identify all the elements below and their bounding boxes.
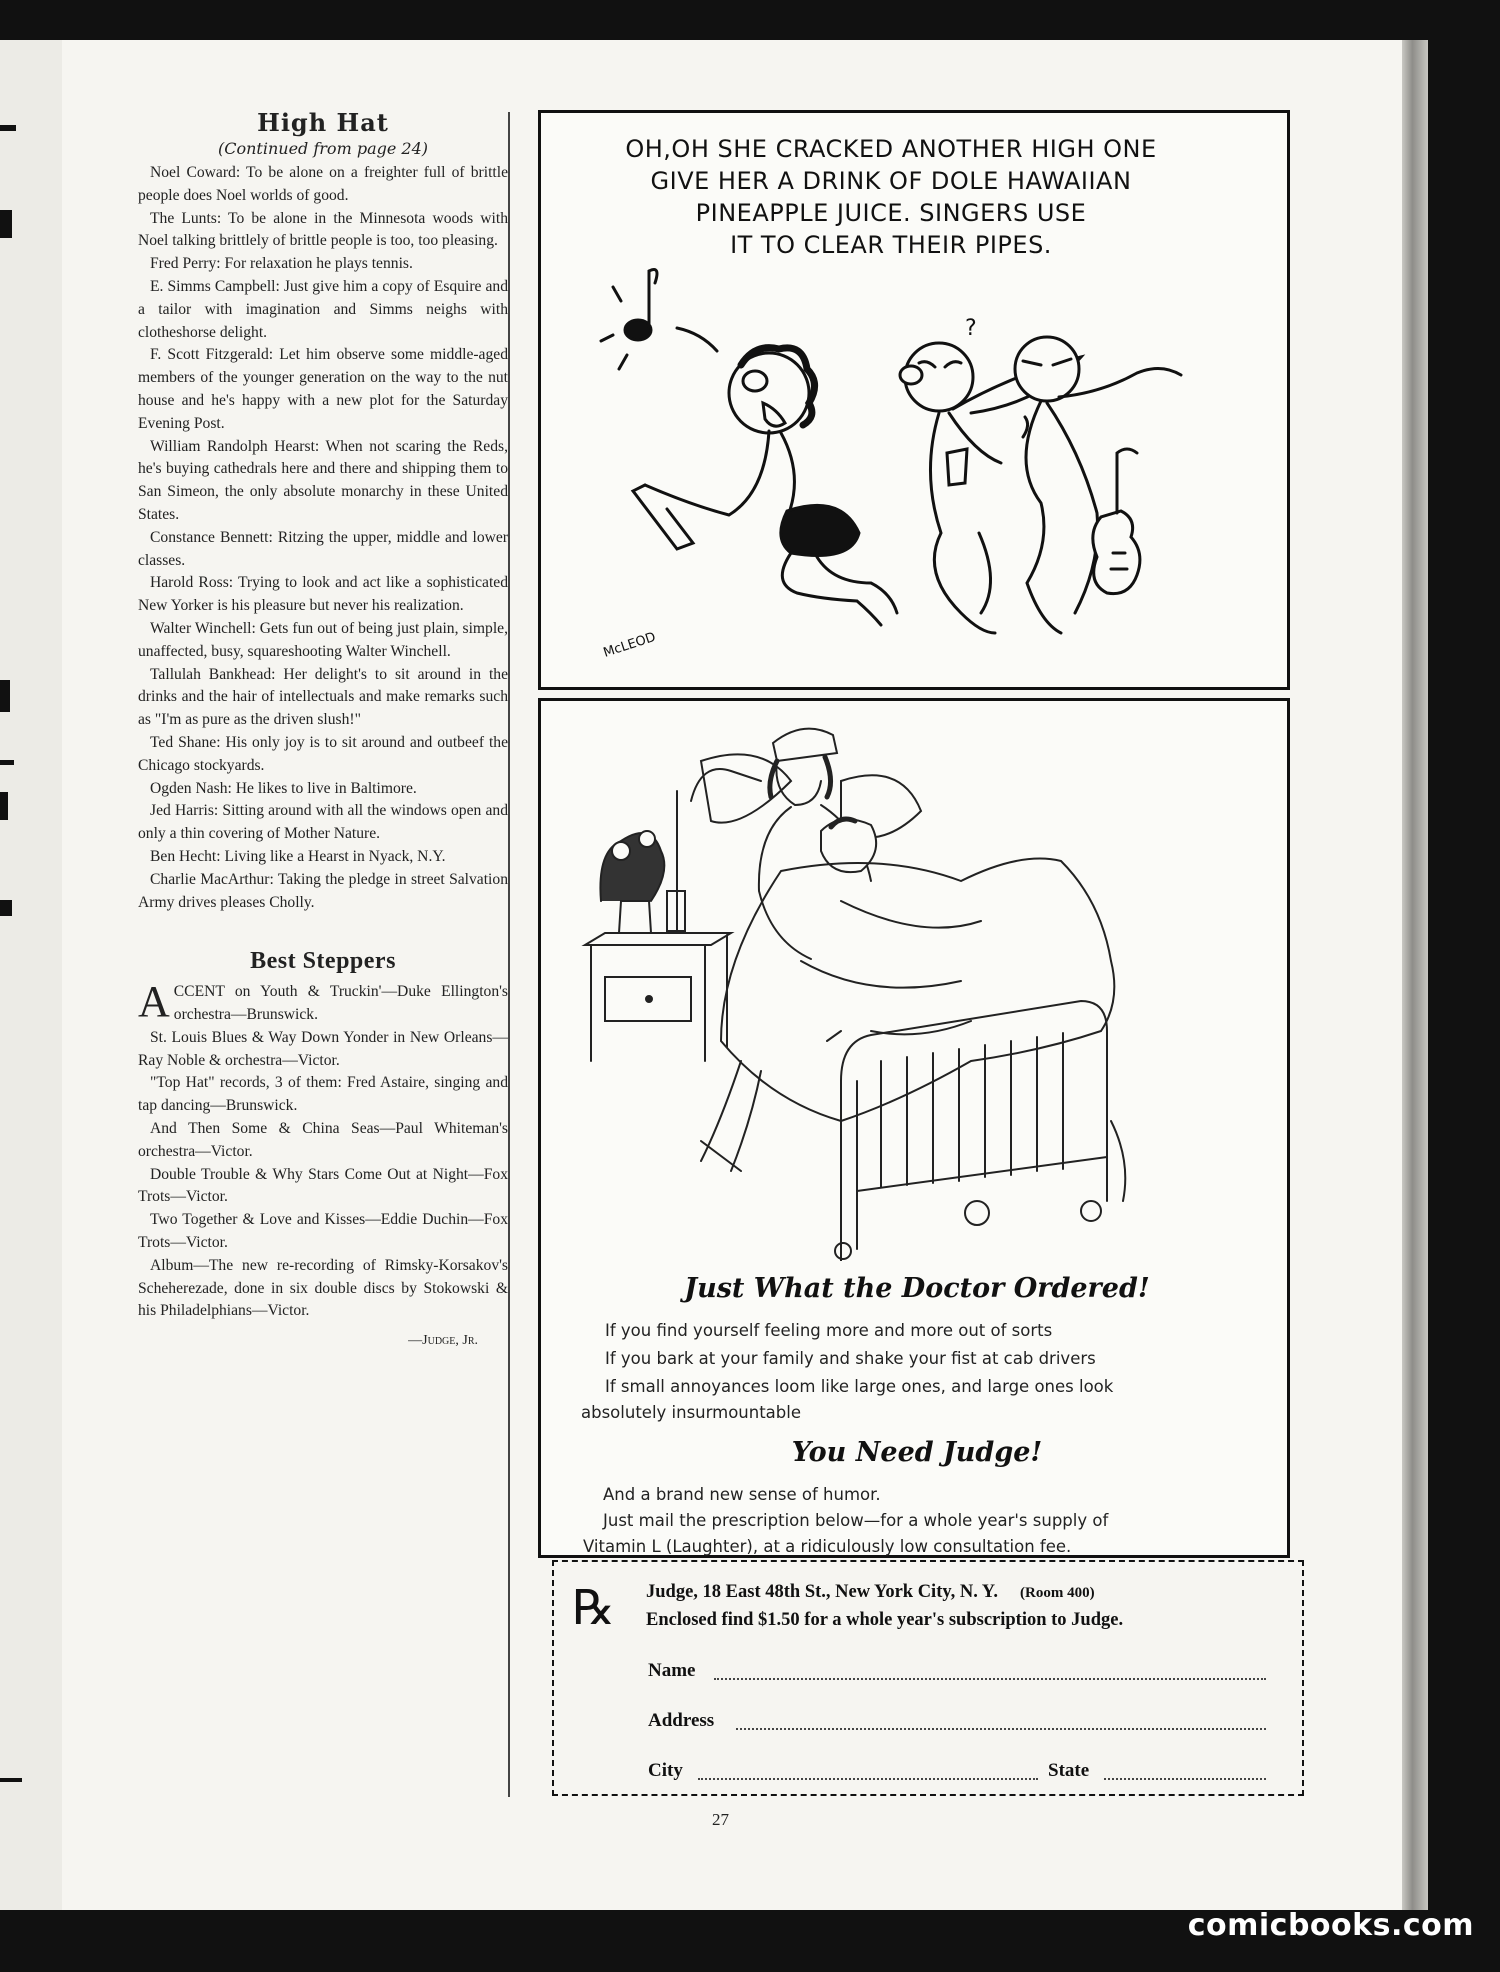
previous-page-edge xyxy=(0,40,62,1910)
continued-note: (Continued from page 24) xyxy=(217,139,428,158)
room-number: (Room 400) xyxy=(1020,1585,1095,1601)
watermark: comicbooks.com xyxy=(1187,1908,1474,1943)
article-paragraph: Ben Hecht: Living like a Hearst in Nyack, N.Y. xyxy=(150,847,446,865)
nurse-patient-illustration xyxy=(541,701,1287,1261)
article-paragraph: Ted Shane: His only joy is to sit around and outbeef the Chicago stockyards. xyxy=(138,733,508,774)
page-edge xyxy=(1402,40,1428,1910)
coupon-enclosed-line: Enclosed find $1.50 for a whole year's subscription to Judge. xyxy=(646,1610,1124,1630)
caption-line: OH,OH SHE CRACKED ANOTHER HIGH ONE xyxy=(625,135,1157,163)
article-paragraph: Two Together & Love and Kisses—Eddie Duchin—Fox Trots—Victor. xyxy=(138,1211,508,1252)
publisher-address: Judge, 18 East 48th St., New York City, N. Y. xyxy=(646,1582,999,1602)
article-title: High Hat xyxy=(257,108,389,137)
article-paragraph: St. Louis Blues & Way Down Yonder in New Orleans—Ray Noble & orchestra—Victor. xyxy=(138,1028,508,1069)
violin-icon xyxy=(1093,449,1140,594)
caption-line: GIVE HER A DRINK OF DOLE HAWAIIAN xyxy=(650,167,1132,195)
ad-copy-line: If small annoyances loom like large ones, and large ones look xyxy=(605,1377,1114,1396)
column-divider xyxy=(508,112,510,1797)
cartoon-panel xyxy=(538,110,1290,690)
flower-vase xyxy=(600,831,685,933)
coupon-address-line xyxy=(646,1582,1095,1603)
city-label: City xyxy=(648,1760,683,1781)
address-label: Address xyxy=(648,1710,715,1731)
article-paragraph: Walter Winchell: Gets fun out of being just plain, simple, unaffected, busy, squareshooting Walter Winchell. xyxy=(138,619,508,660)
ad-copy-line: absolutely insurmountable xyxy=(581,1403,801,1422)
article-paragraph: Album—The new re-recording of Rimsky-Korsakov's Scheherezade, done in six double discs by Stokowski & his Philadelphians—Victor. xyxy=(138,1256,508,1320)
high-hat-column xyxy=(138,108,508,1349)
ad-copy-line: If you find yourself feeling more and more out of sorts xyxy=(605,1321,1053,1340)
article-paragraph: Noel Coward: To be alone on a freighter full of brittle people does Noel worlds of good. xyxy=(138,164,508,204)
best-steppers-section xyxy=(138,948,508,1349)
ad-copy-line: Vitamin L (Laughter), at a ridiculously low consultation fee. xyxy=(583,1537,1072,1556)
article-paragraph: "Top Hat" records, 3 of them: Fred Astaire, singing and tap dancing—Brunswick. xyxy=(138,1074,508,1115)
artist-signature: McLEOD xyxy=(601,629,658,661)
ad-copy-line: And a brand new sense of humor. xyxy=(603,1485,881,1504)
article-paragraph: E. Simms Campbell: Just give him a copy of Esquire and a tailor with imagination and Simms neighs with clotheshorse delight. xyxy=(138,277,508,341)
signoff: —Judge, Jr. xyxy=(408,1333,478,1349)
name-label: Name xyxy=(648,1660,696,1681)
article-paragraph: Tallulah Bankhead: Her delight's to sit around in the drinks and the hair of intellectuals and make remarks such as "I'm as pure as the driven slush!" xyxy=(138,665,508,729)
caption-line: PINEAPPLE JUICE. SINGERS USE xyxy=(695,199,1087,227)
question-mark: ? xyxy=(965,316,977,341)
section-title: Best Steppers xyxy=(250,948,396,975)
ad-copy-line: Just mail the prescription below—for a whole year's supply of xyxy=(603,1511,1109,1530)
article-paragraph: Fred Perry: For relaxation he plays tennis. xyxy=(150,255,413,273)
article-paragraph: Charlie MacArthur: Taking the pledge in street Salvation Army drives pleases Cholly. xyxy=(138,870,508,911)
article-paragraph: William Randolph Hearst: When not scaring the Reds, he's buying cathedrals here and there and shipping them to San Simeon, the only absolute monarchy in these United States. xyxy=(138,437,508,523)
article-paragraph: Constance Bennett: Ritzing the upper, middle and lower classes. xyxy=(138,528,508,569)
article-paragraph: The Lunts: To be alone in the Minnesota woods with Noel talking brittlely of brittle people is too, too pleasing. xyxy=(138,209,508,250)
state-label: State xyxy=(1048,1760,1090,1781)
state-field[interactable] xyxy=(1104,1778,1266,1780)
page-number: 27 xyxy=(712,1810,729,1829)
bed-footboard xyxy=(835,1001,1107,1261)
prescription-rx-icon: ℞ xyxy=(572,1580,616,1636)
name-field[interactable] xyxy=(714,1678,1266,1680)
music-note-icon xyxy=(601,270,717,370)
article-paragraph: Harold Ross: Trying to look and act like a sophisticated New Yorker is his pleasure but never his realization. xyxy=(138,574,508,615)
cartoon-drawing xyxy=(541,113,1287,687)
singer-figure xyxy=(633,348,897,625)
subscription-coupon xyxy=(552,1560,1304,1796)
caption-line: IT TO CLEAR THEIR PIPES. xyxy=(730,231,1052,259)
address-field[interactable] xyxy=(736,1728,1266,1730)
article-paragraph: Ogden Nash: He likes to live in Baltimore. xyxy=(150,779,417,797)
ad-copy-line: If you bark at your family and shake your fist at cab drivers xyxy=(605,1349,1096,1368)
article-paragraph: Double Trouble & Why Stars Come Out at Night—Fox Trots—Victor. xyxy=(138,1165,508,1206)
violinist-figure xyxy=(1015,337,1181,633)
article-paragraph: And Then Some & China Seas—Paul Whiteman's orchestra—Victor. xyxy=(138,1120,508,1160)
first-paragraph-text: CCENT on Youth & Truckin'—Duke Ellington's orchestra—Brunswick. xyxy=(173,983,508,1024)
article-paragraph xyxy=(138,977,508,1027)
judge-subscription-ad xyxy=(538,698,1290,1558)
ad-headline: Just What the Doctor Ordered! xyxy=(684,1273,1150,1304)
ad-subheadline: You Need Judge! xyxy=(791,1437,1043,1468)
city-field[interactable] xyxy=(698,1778,1038,1780)
article-paragraph: F. Scott Fitzgerald: Let him observe some middle-aged members of the younger generation on the way to the nut house and he's happy with a new plot for the Saturday Evening Post. xyxy=(138,346,508,432)
article-paragraph: Jed Harris: Sitting around with all the windows open and only a thin covering of Mother Nature. xyxy=(138,802,508,843)
drop-cap: A xyxy=(138,977,170,1027)
